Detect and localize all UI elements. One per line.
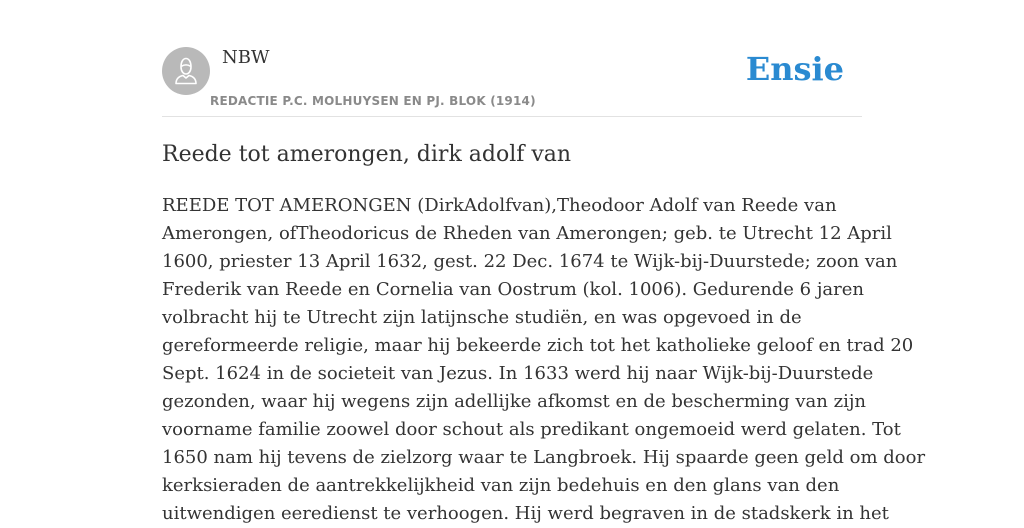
article-text-line: volbracht hij te Utrecht zijn latijnsche studiën, en was opgevoed in de [162, 307, 802, 328]
article-text-line: Amerongen, ofTheodoricus de Rheden van Amerongen; geb. te Utrecht 12 April [162, 223, 892, 244]
article-text-line: Frederik van Reede en Cornelia van Oostrum (kol. 1006). Gedurende 6 jaren [162, 279, 865, 300]
article-text-line: gezonden, waar hij wegens zijn adellijke afkomst en de bescherming van zijn [162, 391, 867, 412]
article-text-line: uitwendigen eeredienst te verhoogen. Hij werd begraven in de stadskerk in het [162, 503, 889, 524]
author-subtitle: REDACTIE P.C. MOLHUYSEN EN PJ. BLOK (1914) [210, 94, 536, 108]
article-text-line: gereformeerde religie, maar hij bekeerde zich tot het katholieke geloof en trad 20 [162, 335, 914, 356]
article-body [162, 192, 926, 528]
ensie-logo-link[interactable]: Ensie [745, 50, 844, 88]
article-text-line: Sept. 1624 in de societeit van Jezus. In 1633 werd hij naar Wijk-bij-Duurstede [162, 363, 874, 384]
article-header [162, 46, 862, 117]
article-text-line: 1650 nam hij tevens de zielzorg waar te Langbroek. Hij spaarde geen geld om door [162, 447, 926, 468]
article-title: Reede tot amerongen, dirk adolf van [162, 142, 572, 167]
user-silhouette-icon [162, 47, 210, 95]
article-text-line: kerksieraden de aantrekkelijkheid van zijn bedehuis en den glans van den [162, 475, 840, 496]
article-text-line: voorname familie zoowel door schout als predikant ongemoeid werd gelaten. Tot [162, 419, 901, 440]
article-text-line: 1600, priester 13 April 1632, gest. 22 Dec. 1674 te Wijk-bij-Duurstede; zoon van [162, 251, 898, 272]
author-name[interactable]: NBW [222, 47, 270, 68]
article-text-line: REEDE TOT AMERONGEN (DirkAdolfvan),Theodoor Adolf van Reede van [162, 195, 837, 216]
author-avatar[interactable] [162, 47, 210, 95]
